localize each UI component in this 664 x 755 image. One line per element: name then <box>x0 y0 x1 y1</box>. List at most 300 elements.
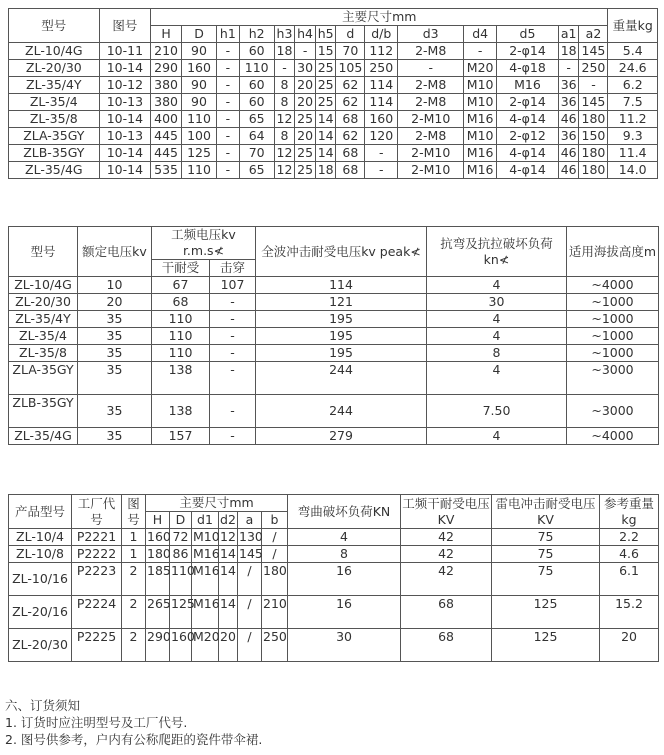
table-cell: 30 <box>295 60 316 77</box>
header-altitude: 适用海拔高度m <box>567 227 659 277</box>
table-cell: 14 <box>220 546 236 561</box>
table-cell: 65 <box>239 111 274 128</box>
table-cell: - <box>398 60 464 77</box>
table-cell: 4-φ14 <box>497 162 559 179</box>
table-cell: 42 <box>401 563 492 596</box>
table-cell: 60 <box>239 43 274 60</box>
table-cell: 25 <box>315 77 336 94</box>
table-cell: 150 <box>579 128 608 145</box>
table-cell: 75 <box>492 529 600 546</box>
table-cell: M16 <box>192 563 219 596</box>
header-dim: b <box>262 512 288 529</box>
table-cell: 185 <box>146 563 170 596</box>
table-row <box>9 94 658 111</box>
table-row <box>9 311 659 328</box>
table-row <box>9 43 658 60</box>
table-cell: 114 <box>365 94 398 111</box>
table-cell: 62 <box>336 128 365 145</box>
table-cell: 20 <box>295 94 316 111</box>
table-cell: ZL-35/4 <box>9 94 100 111</box>
header-dim: d2 <box>220 512 236 527</box>
table-cell: 14.0 <box>608 162 658 179</box>
header-dim: H <box>151 26 182 43</box>
table-cell: - <box>217 77 240 94</box>
table-cell: 11.2 <box>608 111 658 128</box>
header-impulse-voltage: 全波冲击耐受电压kv peak≮ <box>256 227 427 277</box>
table-cell: 72 <box>170 529 192 546</box>
table-cell: 5.4 <box>608 43 658 60</box>
table-cell: - <box>217 162 240 179</box>
table-cell: 30 <box>288 629 401 662</box>
table-cell: 160 <box>147 529 171 544</box>
table-cell: 20 <box>600 629 659 662</box>
table-cell: 14 <box>315 145 336 162</box>
table-cell: 10-13 <box>99 94 150 111</box>
table-cell: 16 <box>288 596 401 629</box>
table-cell: 160 <box>365 111 398 128</box>
table-cell: 11.4 <box>608 145 658 162</box>
table-cell: 25 <box>295 111 316 128</box>
table-cell: M10 <box>464 77 497 94</box>
table-cell: 15 <box>315 43 336 60</box>
note-item-1: 1. 订货时应注明型号及工厂代号. <box>5 715 188 730</box>
header-dim: h4 <box>295 26 316 43</box>
header-dry-voltage: 工频干耐受电压KV <box>402 495 490 527</box>
table-cell: 68 <box>336 111 365 128</box>
table-cell: ZL-20/30 <box>9 629 72 662</box>
table-cell: ZL-35/8 <box>9 345 78 362</box>
table-cell: 65 <box>239 162 274 179</box>
table-cell: 4.6 <box>600 546 659 563</box>
table-row <box>9 111 658 128</box>
table-cell: - <box>217 128 240 145</box>
table-cell: 68 <box>401 629 492 662</box>
table-cell: 70 <box>336 43 365 60</box>
table-cell: 36 <box>558 94 579 111</box>
table-cell: / <box>262 546 288 563</box>
table-cell: - <box>365 162 398 179</box>
table-cell: - <box>217 145 240 162</box>
table-cell: ZL-20/30 <box>9 294 78 311</box>
header-model: 型号 <box>9 227 78 277</box>
table-cell: 64 <box>239 128 274 145</box>
table-cell: 46 <box>558 111 579 128</box>
header-dim: h5 <box>315 26 336 43</box>
table-cell: ZLB-35GY <box>9 395 78 428</box>
table-cell: ZLA-35GY <box>9 362 78 395</box>
header-bending-load: 弯曲破坏负荷KN <box>288 495 401 529</box>
table-cell: 8 <box>274 128 295 145</box>
table-cell: 7.50 <box>427 395 567 428</box>
table-cell: 535 <box>151 162 182 179</box>
table-cell: 42 <box>401 546 492 563</box>
table-cell: 4 <box>427 428 567 445</box>
table-cell: P2224 <box>72 596 122 629</box>
header-dry-withstand: 干耐受 <box>152 260 210 277</box>
table-cell: 2-M8 <box>398 128 464 145</box>
table-cell: 8 <box>274 94 295 111</box>
table-cell: 265 <box>146 596 170 629</box>
table-cell: 1 <box>122 546 146 563</box>
table-cell: 145 <box>579 94 608 111</box>
table-cell: 75 <box>492 546 600 563</box>
table-cell: 125 <box>170 596 192 629</box>
header-dim: d4 <box>464 26 497 43</box>
table-cell: ~4000 <box>567 428 659 445</box>
header-weight: 重量kg <box>608 9 658 43</box>
table-row <box>9 546 659 563</box>
table-cell: 8 <box>288 546 401 563</box>
table-cell: 60 <box>239 77 274 94</box>
table-cell: 90 <box>182 43 217 60</box>
table-cell: 10-14 <box>99 60 150 77</box>
table-row <box>9 145 658 162</box>
header-row <box>9 9 658 26</box>
table-cell: 10-14 <box>99 111 150 128</box>
table-cell: 380 <box>151 94 182 111</box>
table-cell: 125 <box>492 596 600 629</box>
header-rated-voltage: 额定电压kv <box>78 227 152 277</box>
table-cell: 400 <box>151 111 182 128</box>
table-cell: 18 <box>315 162 336 179</box>
table-cell: 35 <box>78 328 152 345</box>
header-breakdown: 击穿 <box>210 260 256 277</box>
table-cell: 180 <box>579 111 608 128</box>
table-cell: 14 <box>315 128 336 145</box>
table-cell: 125 <box>182 145 217 162</box>
table-cell: M16 <box>464 162 497 179</box>
table-cell: M10 <box>193 529 220 544</box>
table-cell: - <box>579 77 608 94</box>
header-dim: a1 <box>558 26 579 43</box>
table-cell: M16 <box>464 111 497 128</box>
table-cell: 2-φ14 <box>497 94 559 111</box>
table-cell: 16 <box>288 563 401 596</box>
table-cell: 250 <box>262 629 288 662</box>
table-cell: 110 <box>182 111 217 128</box>
table-cell: M16 <box>193 546 220 561</box>
header-dim: h1 <box>217 26 240 43</box>
table-cell: 67 <box>152 277 210 294</box>
table-cell: 12 <box>220 529 236 544</box>
table-cell: 2 <box>122 596 146 629</box>
header-dimensions: 主要尺寸mm <box>146 495 288 512</box>
table-cell: 2-M10 <box>398 162 464 179</box>
table-cell: 35 <box>78 362 152 395</box>
table-cell: 2-M8 <box>398 77 464 94</box>
table-cell: 180 <box>579 145 608 162</box>
table-cell: 157 <box>152 428 210 445</box>
table-cell: - <box>210 311 256 328</box>
table-cell: 250 <box>579 60 608 77</box>
table-cell: ZL-10/16 <box>9 563 72 596</box>
header-reference-weight: 参考重量kg <box>600 495 659 529</box>
table-cell: 30 <box>427 294 567 311</box>
table-cell: 1 <box>122 529 146 546</box>
header-dim: d3 <box>398 26 464 43</box>
table-cell: 110 <box>152 328 210 345</box>
table-cell: 86 <box>170 546 192 563</box>
header-dimensions: 主要尺寸mm <box>151 9 608 26</box>
table-cell: 36 <box>558 128 579 145</box>
header-dim: D <box>170 512 192 529</box>
table-cell: 8 <box>427 345 567 362</box>
header-figure: 图号 <box>99 9 150 43</box>
table-cell: 10-14 <box>99 162 150 179</box>
table-cell: 2-φ14 <box>497 43 559 60</box>
table-row <box>9 77 658 94</box>
table-cell: 160 <box>182 60 217 77</box>
note-item-2: 2. 图号供参考，户内有公称爬距的瓷件带伞裙. <box>5 732 263 747</box>
table-cell: ~3000 <box>567 362 659 395</box>
table-cell: 10 <box>78 277 152 294</box>
table-cell: 110 <box>170 563 192 596</box>
table-cell: 6.2 <box>608 77 658 94</box>
table-cell: 2-M10 <box>398 145 464 162</box>
table-cell: 195 <box>256 345 427 362</box>
table-cell: - <box>217 60 240 77</box>
table-cell: ZL-35/4G <box>9 428 78 445</box>
table-cell: M20 <box>464 60 497 77</box>
table-cell: 2 <box>122 563 146 596</box>
table-cell: 2-M10 <box>398 111 464 128</box>
table-cell: - <box>464 43 497 60</box>
table-cell: 18 <box>558 43 579 60</box>
table-cell: 195 <box>256 328 427 345</box>
table-cell: 10-12 <box>99 77 150 94</box>
table-cell: 75 <box>492 563 600 596</box>
table-cell: ZL-35/4G <box>9 162 100 179</box>
table-cell: 180 <box>579 162 608 179</box>
table-cell: 110 <box>182 162 217 179</box>
table-cell: 380 <box>151 77 182 94</box>
table-cell: P2223 <box>72 563 122 596</box>
table-cell: M16 <box>192 596 219 629</box>
table-cell: 2-M8 <box>398 43 464 60</box>
product-table <box>8 494 659 662</box>
table-cell: 90 <box>182 94 217 111</box>
table-row <box>9 294 659 311</box>
table-cell: - <box>210 328 256 345</box>
table-cell: ~4000 <box>567 277 659 294</box>
table-cell: - <box>210 428 256 445</box>
table-cell: ZLB-35GY <box>9 145 100 162</box>
table-cell: ZL-35/4Y <box>9 77 100 94</box>
header-model: 型号 <box>9 9 100 43</box>
table-cell: 4 <box>427 277 567 294</box>
table-cell: M20 <box>192 629 219 662</box>
header-dim: d1 <box>192 512 219 529</box>
ordering-notes <box>5 697 262 748</box>
table-cell: 110 <box>152 345 210 362</box>
table-cell: - <box>217 111 240 128</box>
table-cell: P2222 <box>72 546 122 563</box>
table-row <box>9 328 659 345</box>
table-cell: 90 <box>182 77 217 94</box>
header-dim: d <box>336 26 365 43</box>
table-cell: 35 <box>78 345 152 362</box>
table-cell: 12 <box>274 111 295 128</box>
table-cell: 180 <box>147 546 171 561</box>
table-cell: 18 <box>274 43 295 60</box>
table-cell: 14 <box>219 596 238 629</box>
table-cell: 10-13 <box>99 128 150 145</box>
table-cell: 9.3 <box>608 128 658 145</box>
table-cell: ZL-20/30 <box>9 60 100 77</box>
table-cell: 244 <box>256 395 427 428</box>
table-cell: 14 <box>219 563 238 596</box>
table-cell: 120 <box>365 128 398 145</box>
table-cell: / <box>238 563 262 596</box>
table-cell: 60 <box>239 94 274 111</box>
header-lightning-impulse: 雷电冲击耐受电压KV <box>492 495 600 529</box>
table-row <box>9 629 659 662</box>
table-cell: 121 <box>256 294 427 311</box>
table-cell: ZL-10/4 <box>9 529 72 546</box>
table-row <box>9 529 659 546</box>
table-cell: ZL-35/8 <box>9 111 100 128</box>
table-cell: 125 <box>492 629 600 662</box>
table-cell: 138 <box>152 362 210 395</box>
table-cell: 10-14 <box>99 145 150 162</box>
table-cell: 2-M8 <box>398 94 464 111</box>
electrical-table <box>8 226 659 445</box>
table-cell: M16 <box>464 145 497 162</box>
table-cell: 445 <box>151 128 182 145</box>
table-cell: 4-φ14 <box>497 111 559 128</box>
header-product-model: 产品型号 <box>9 495 72 529</box>
table-cell: 68 <box>152 294 210 311</box>
table-cell: ZL-10/4G <box>9 43 100 60</box>
table-cell: ZLA-35GY <box>9 128 100 145</box>
table-cell: / <box>262 529 288 546</box>
table-cell: 290 <box>146 629 170 662</box>
table-cell: 20 <box>219 629 238 662</box>
table-cell: 210 <box>262 596 288 629</box>
table-cell: 25 <box>315 94 336 111</box>
table-cell: - <box>210 362 256 395</box>
table-cell: 25 <box>295 145 316 162</box>
table-cell: ~1000 <box>567 294 659 311</box>
table-cell: 4 <box>288 529 401 546</box>
table-cell: 110 <box>239 60 274 77</box>
table-cell: 110 <box>152 311 210 328</box>
table-cell: - <box>210 294 256 311</box>
table-row <box>9 128 658 145</box>
header-dim: D <box>182 26 217 43</box>
table-cell: 145 <box>239 546 263 561</box>
table-cell: 12 <box>274 162 295 179</box>
table-cell: - <box>274 60 295 77</box>
table-cell: 160 <box>170 629 192 662</box>
table-cell: 24.6 <box>608 60 658 77</box>
table-cell: - <box>210 395 256 428</box>
table-cell: 68 <box>336 145 365 162</box>
table-cell: 145 <box>579 43 608 60</box>
table-cell: - <box>217 94 240 111</box>
table-cell: 4-φ14 <box>497 145 559 162</box>
table-row <box>9 563 659 596</box>
table-cell: ~1000 <box>567 328 659 345</box>
table-row <box>9 428 659 445</box>
table-row <box>9 395 659 428</box>
table-cell: 6.1 <box>600 563 659 596</box>
header-factory-code: 工厂代号 <box>72 495 122 529</box>
table-cell: 2.2 <box>600 529 659 546</box>
table-cell: 70 <box>239 145 274 162</box>
header-figure: 图号 <box>122 495 146 529</box>
table-cell: - <box>210 345 256 362</box>
table-cell: 62 <box>336 94 365 111</box>
header-failing-load: 抗弯及抗拉破坏负荷kn≮ <box>427 227 567 277</box>
table-cell: 195 <box>256 311 427 328</box>
table-cell: ZL-20/16 <box>9 596 72 629</box>
table-cell: M16 <box>497 77 559 94</box>
table-cell: ZL-10/8 <box>9 546 72 563</box>
table-cell: 105 <box>336 60 365 77</box>
table-cell: - <box>365 145 398 162</box>
header-dim: H <box>146 512 170 529</box>
table-cell: ZL-35/4Y <box>9 311 78 328</box>
table-row <box>9 596 659 629</box>
table-cell: P2221 <box>72 529 122 546</box>
table-cell: 250 <box>365 60 398 77</box>
table-cell: / <box>238 596 262 629</box>
table-cell: 20 <box>78 294 152 311</box>
table-cell: 68 <box>401 596 492 629</box>
table-cell: 25 <box>295 162 316 179</box>
notes-title: 六、订货须知 <box>5 698 81 713</box>
table-cell: 8 <box>274 77 295 94</box>
table-cell: 2 <box>122 629 146 662</box>
table-cell: - <box>558 60 579 77</box>
table-row <box>9 345 659 362</box>
header-row <box>9 227 659 260</box>
table-cell: 244 <box>256 362 427 395</box>
table-cell: 46 <box>558 145 579 162</box>
table-cell: - <box>295 43 316 60</box>
table-cell: 114 <box>256 277 427 294</box>
table-cell: 2-φ12 <box>497 128 559 145</box>
table-cell: ZL-35/4 <box>9 328 78 345</box>
table-cell: 112 <box>365 43 398 60</box>
table-cell: 20 <box>295 77 316 94</box>
table-cell: 4 <box>427 328 567 345</box>
table-cell: ~3000 <box>567 395 659 428</box>
header-dim: a <box>238 512 262 529</box>
header-dim: h2 <box>239 26 274 43</box>
table-cell: 62 <box>336 77 365 94</box>
table-cell: 7.5 <box>608 94 658 111</box>
table-cell: 130 <box>239 529 263 544</box>
header-dim: h3 <box>274 26 295 43</box>
table-cell: 25 <box>315 60 336 77</box>
table-cell: ZL-10/4G <box>9 277 78 294</box>
table-cell: 279 <box>256 428 427 445</box>
table-cell: - <box>217 43 240 60</box>
table-cell: 15.2 <box>600 596 659 629</box>
header-dim: d5 <box>497 26 559 43</box>
table-row <box>9 362 659 395</box>
table-cell: / <box>238 629 262 662</box>
table-cell: 4 <box>427 362 567 395</box>
header-row <box>9 495 659 512</box>
table-cell: 35 <box>78 428 152 445</box>
header-power-frequency: 工频电压kv r.m.s≮ <box>152 227 256 260</box>
dimensions-table <box>8 8 658 179</box>
table-cell: 10-11 <box>99 43 150 60</box>
table-cell: 12 <box>274 145 295 162</box>
